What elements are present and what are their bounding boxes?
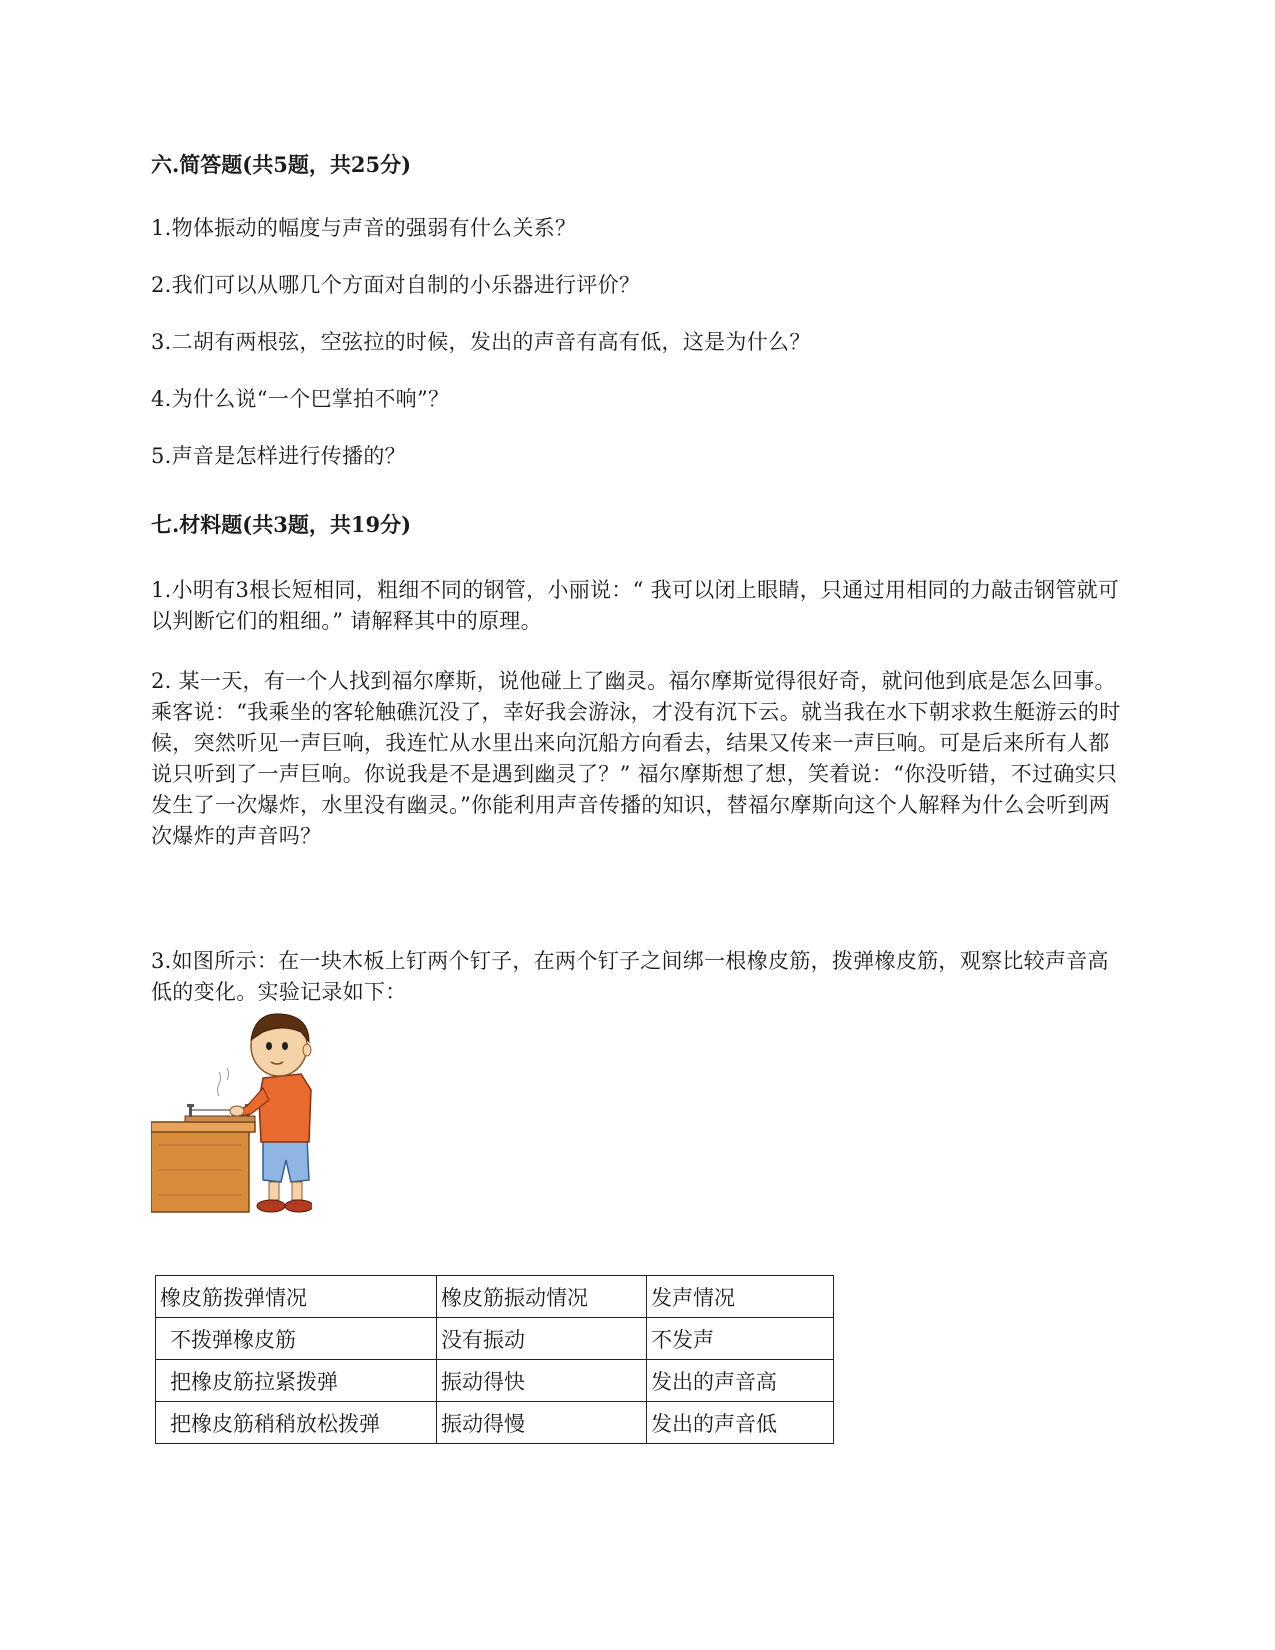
table-cell: 发出的声音高 [647, 1360, 834, 1402]
table-cell: 没有振动 [437, 1318, 647, 1360]
question-6-4: 4.为什么说“一个巴掌拍不响”？ [151, 387, 450, 411]
table-cell: 振动得快 [437, 1360, 647, 1402]
table-cell: 振动得慢 [437, 1402, 647, 1444]
section-6-heading: 六.简答题(共5题，共25分) [151, 152, 412, 177]
table-header-row [156, 1276, 834, 1318]
table-cell: 发出的声音低 [647, 1402, 834, 1444]
table-row [156, 1360, 834, 1402]
question-7-2: 2. 某一天，有一个人找到福尔摩斯，说他碰上了幽灵。福尔摩斯觉得很好奇，就问他到底是怎么回事。乘客说：“我乘坐的客轮触礁沉没了，幸好我会游泳，才没有沉下云。就当我在水下朝求救生艇游云的时候，突然听见一声巨响，我连忙从水里出来向沉船方向看去，结果又传来一声巨响。可是后来所有人都说只听到了一声巨响。你说我是不是遇到幽灵了？” 福尔摩斯想了想，笑着说：“你没听错，不过确实只发生了一次爆炸，水里没有幽灵。”你能利用声音传播的知识，替福尔摩斯向这个人解释为什么会听到两次爆炸的声音吗？ [151, 669, 1121, 848]
question-7-1: 1.小明有3根长短相同，粗细不同的钢管，小丽说：“ 我可以闭上眼睛，只通过用相同的力敲击钢管就可以判断它们的粗细。” 请解释其中的原理。 [151, 578, 1120, 633]
table-cell: 不拨弹橡皮筋 [156, 1318, 437, 1360]
experiment-record-table [155, 1275, 834, 1444]
table-row [156, 1402, 834, 1444]
table-header-cell: 发声情况 [647, 1276, 834, 1318]
table-row [156, 1318, 834, 1360]
question-6-1: 1.物体振动的幅度与声音的强弱有什么关系？ [151, 216, 577, 240]
table-cell: 把橡皮筋稍稍放松拨弹 [156, 1402, 437, 1444]
table-cell: 把橡皮筋拉紧拨弹 [156, 1360, 437, 1402]
table-header-cell: 橡皮筋拨弹情况 [156, 1276, 437, 1318]
table-cell: 不发声 [647, 1318, 834, 1360]
question-7-3: 3.如图所示：在一块木板上钉两个钉子，在两个钉子之间绑一根橡皮筋，拨弹橡皮筋，观察比较声音高低的变化。实验记录如下： [151, 949, 1109, 1004]
boy-plucking-rubber-band-illustration [151, 1010, 312, 1216]
table-header-cell: 橡皮筋振动情况 [437, 1276, 647, 1318]
question-6-2: 2.我们可以从哪几个方面对自制的小乐器进行评价？ [151, 273, 641, 297]
question-6-5: 5.声音是怎样进行传播的？ [151, 444, 406, 468]
question-6-3: 3.二胡有两根弦，空弦拉的时候，发出的声音有高有低，这是为什么？ [151, 330, 811, 354]
section-7-heading: 七.材料题(共3题，共19分) [151, 512, 412, 537]
